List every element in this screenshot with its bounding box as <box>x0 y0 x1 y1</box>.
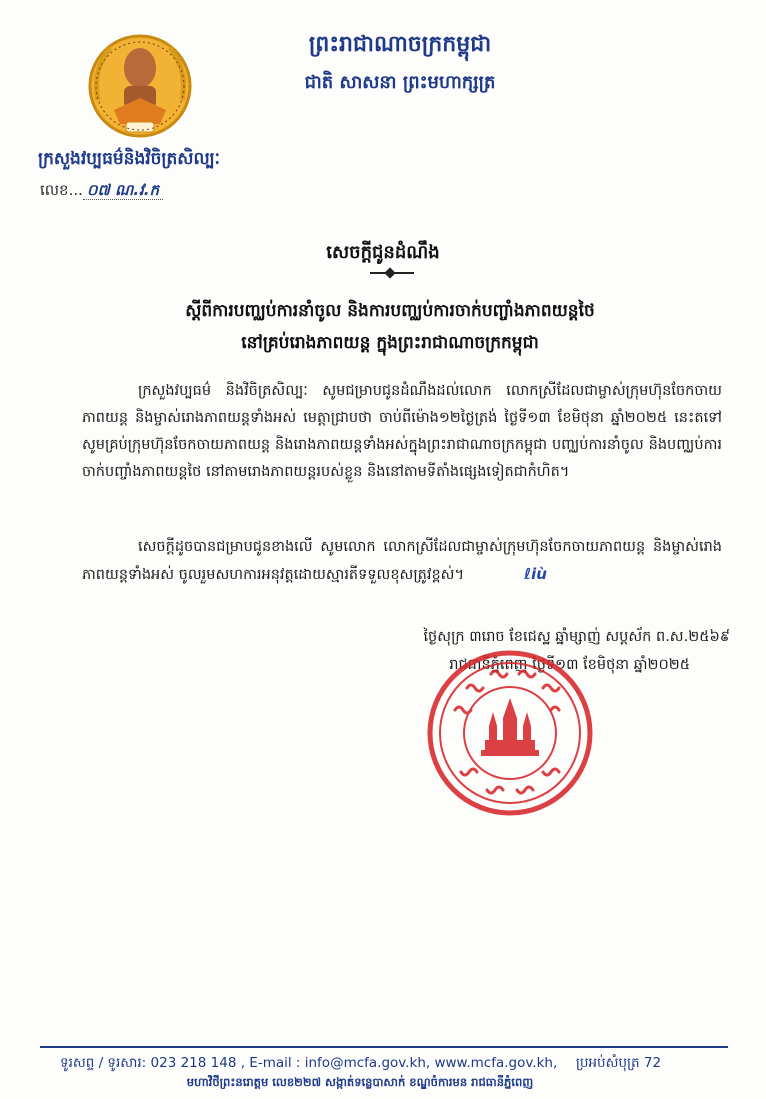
lunar-date: ថ្ងៃសុក្រ ៣រោច ខែជេស្ឋ ឆ្នាំម្សាញ់ សប្តស័ក ព.ស.២៥៦៩ <box>423 629 730 645</box>
reference-prefix: លេខ... <box>40 181 83 199</box>
postbox-label: ប្រអប់សំបុត្រ <box>575 1055 640 1071</box>
paragraph-2-text: សេចក្តីដូចបានជម្រាបជូនខាងលើ សូមលោក លោកស្រីដែលជាម្ចាស់ក្រុមហ៊ុនចែកចាយភាពយន្ត និងម្ចាស់រោងភាពយន្តទាំងអស់ ចូលរួមសហការអនុវត្តដោយស្មារតីទទួលខុសត្រូវខ្ពស់។ <box>82 539 722 583</box>
reference-value: ០៧ ណ.វ.ក <box>83 181 163 200</box>
ministry-emblem-logo <box>84 30 196 142</box>
postbox-number: 72 <box>643 1055 662 1071</box>
footer-contact-line <box>60 1054 720 1074</box>
title-divider <box>370 272 414 274</box>
footer-address: មហាវិថីព្រះនរោត្តម លេខ២២៧ សង្កាត់ទន្លេបាសាក់ ខណ្ឌចំការមន រាជធានីភ្នំពេញ <box>186 1075 534 1089</box>
document-title: សេចក្តីជូនដំណឹង <box>326 242 440 263</box>
national-motto: ជាតិ សាសនា ព្រះមហាក្សត្រ <box>304 72 496 93</box>
official-seal-stamp <box>425 648 595 818</box>
kingdom-heading: ព្រះរាជាណាចក្រកម្ពុជា <box>308 32 492 57</box>
reference-number <box>40 181 163 203</box>
contact-label: ទូរសព្ទ / ទូរសារ: <box>60 1055 147 1071</box>
gregorian-date: រាជធានីភ្នំពេញ ថ្ងៃទី១៣ ខែមិថុនា ឆ្នាំ២០២៥ <box>449 657 690 673</box>
subject-line-2: នៅគ្រប់រោងភាពយន្ត ក្នុងព្រះរាជាណាចក្រកម្ពុជា <box>241 333 539 353</box>
body-paragraph-1: ក្រសួងវប្បធម៌ និងវិចិត្រសិល្បៈ សូមជម្រាបជូនដំណឹងដល់លោក លោកស្រីដែលជាម្ចាស់ក្រុមហ៊ុនចែកចាយភាពយន្ត និងម្ចាស់រោងភាពយន្តទាំងអស់ មេត្តាជ្រាបថា ចាប់ពីម៉ោង១២ថ្ងៃត្រង់ ថ្ងៃទី១៣ ខែមិថុនា ឆ្នាំ២០២៥ នេះតទៅ សូមគ្រប់ក្រុមហ៊ុនចែកចាយភាពយន្ត និងរោងភាពយន្តទាំងអស់ក្នុងព្រះរាជាណាចក្រកម្ពុជា បញ្ឈប់ការនាំចូល និងបញ្ឈប់ការចាក់បញ្ចាំងភាពយន្តថៃ នៅតាមរោងភាពយន្តរបស់ខ្លួន និងនៅតាមទីតាំងផ្សេងទៀតជាកំហិត។ <box>82 383 722 480</box>
footer-divider <box>40 1046 728 1048</box>
document-subject <box>100 295 680 359</box>
body-paragraph-2 <box>82 534 722 589</box>
ministry-name: ក្រសួងវប្បធម៌និងវិចិត្រសិល្បៈ <box>38 149 220 169</box>
handwritten-initial: ℓiù <box>524 565 547 583</box>
contact-details: 023 218 148 , E-mail : info@mcfa.gov.kh, www.mcfa.gov.kh, <box>150 1055 558 1071</box>
subject-line-1: ស្តីពីការបញ្ឈប់ការនាំចូល និងការបញ្ឈប់ការចាក់បញ្ចាំងភាពយន្តថៃ <box>185 301 595 321</box>
